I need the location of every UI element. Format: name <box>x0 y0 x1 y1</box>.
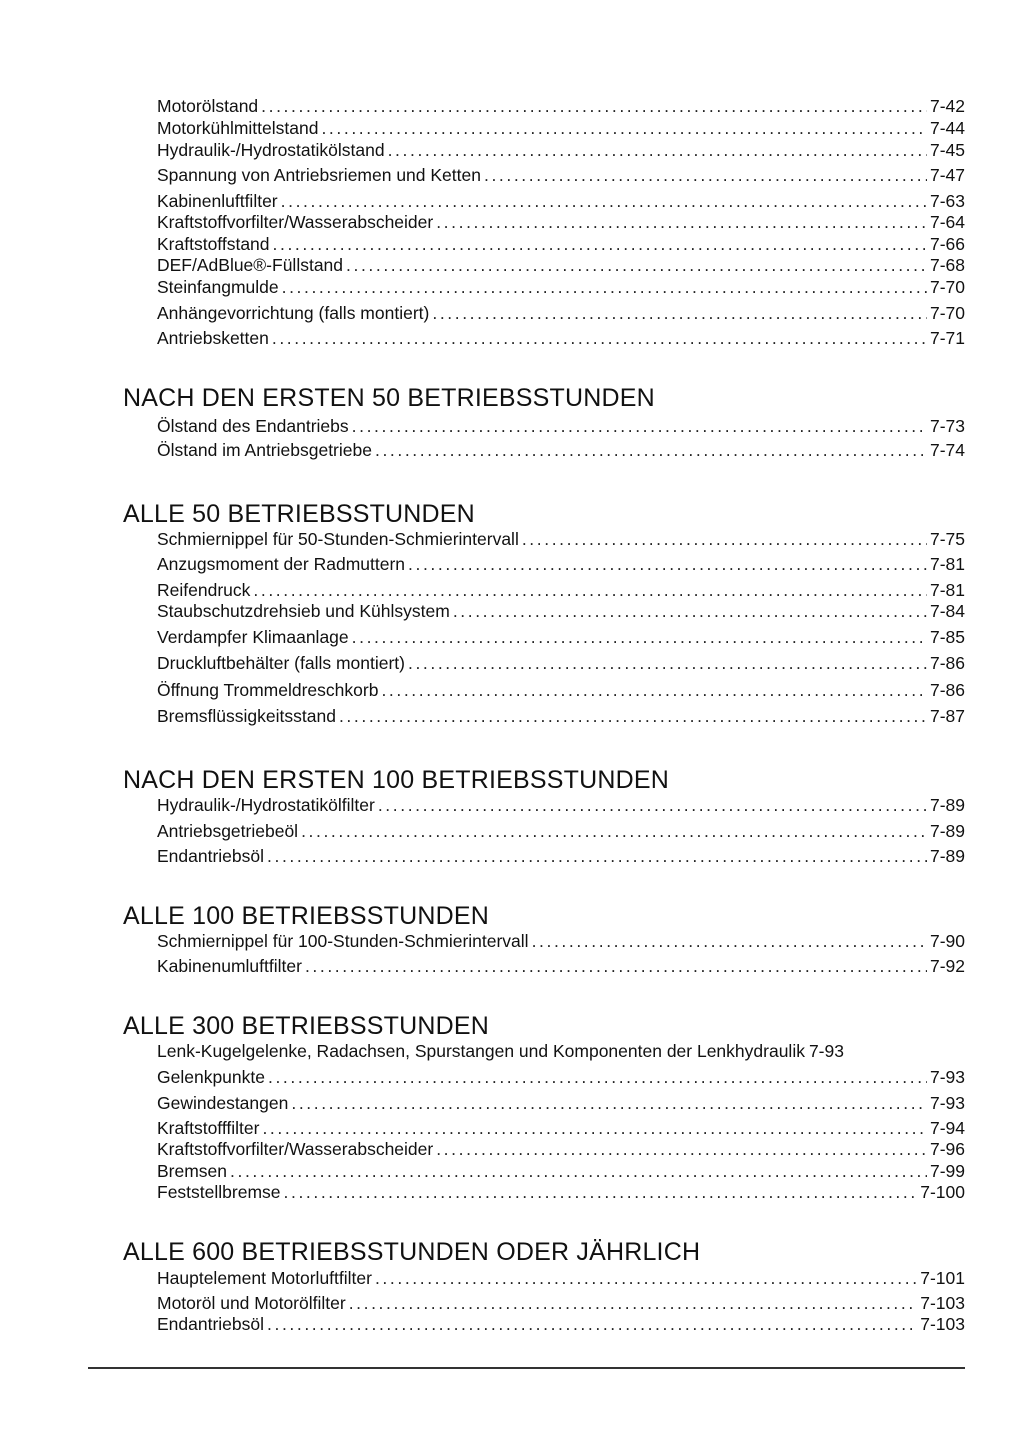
toc-entry-page: 7-87 <box>929 706 965 726</box>
toc-entry-label: Gewindestangen <box>157 1093 289 1113</box>
dot-leader <box>284 1181 918 1203</box>
toc-entry-label: Feststellbremse <box>157 1182 281 1202</box>
dot-leader <box>522 528 927 550</box>
dot-leader <box>408 652 927 674</box>
toc-entry-label: Staubschutzdrehsieb und Kühlsystem <box>157 601 450 621</box>
toc-entry[interactable] <box>157 415 965 437</box>
toc-entry-page: 7-66 <box>929 234 965 254</box>
dot-leader <box>301 820 927 842</box>
dot-leader <box>532 930 927 952</box>
dot-leader <box>432 302 927 324</box>
toc-entry-page: 7-75 <box>929 529 965 549</box>
dot-leader <box>230 1160 927 1182</box>
toc-entry[interactable] <box>157 1066 965 1088</box>
toc-entry-page: 7-99 <box>929 1161 965 1181</box>
toc-entry-label: Hydraulik-/Hydrostatikölfilter <box>157 795 375 815</box>
toc-entry[interactable] <box>157 652 965 674</box>
toc-entry-page: 7-89 <box>929 821 965 841</box>
toc-entry-kraftstoffstand[interactable] <box>157 233 965 255</box>
toc-entry-label: Lenk-Kugelgelenke, Radachsen, Spurstangen und Komponenten der Lenkhydraulik <box>157 1041 805 1061</box>
toc-entry-label: Anhängevorrichtung (falls montiert) <box>157 303 430 323</box>
toc-entry-label: Hauptelement Motorluftfilter <box>157 1268 372 1288</box>
section-heading: ALLE 100 BETRIEBSSTUNDEN <box>123 902 490 930</box>
toc-entry-page: 7-92 <box>929 956 965 976</box>
toc-entry-label: Antriebsketten <box>157 328 269 348</box>
toc-entry-hydraulikoelstand[interactable] <box>157 139 965 161</box>
dot-leader <box>484 164 927 186</box>
dot-leader <box>381 679 927 701</box>
footer-divider <box>88 1367 965 1369</box>
toc-entry-page: 7-86 <box>929 653 965 673</box>
toc-entry[interactable] <box>157 579 965 601</box>
dot-leader <box>352 626 927 648</box>
toc-entry-page: 7-93 <box>808 1041 844 1061</box>
dot-leader <box>453 600 927 622</box>
dot-leader <box>262 1117 927 1139</box>
toc-entry-label: Bremsflüssigkeitsstand <box>157 706 336 726</box>
dot-leader <box>268 1066 927 1088</box>
toc-entry-label: Bremsen <box>157 1161 228 1181</box>
dot-leader <box>267 1313 917 1335</box>
toc-entry[interactable] <box>157 439 965 461</box>
toc-entry[interactable] <box>157 1181 965 1203</box>
toc-entry-page: 7-71 <box>929 328 965 348</box>
toc-entry-label: Kraftstoffvorfilter/Wasserabscheider <box>157 212 434 232</box>
toc-entry-page: 7-103 <box>920 1293 965 1313</box>
toc-entry-page: 7-47 <box>929 165 965 185</box>
dot-leader <box>267 845 927 867</box>
toc-entry-label: Kraftstoffvorfilter/Wasserabscheider <box>157 1139 434 1159</box>
toc-entry-antriebsriemen[interactable] <box>157 164 965 186</box>
toc-entry[interactable] <box>157 553 965 575</box>
toc-entry-label: Gelenkpunkte <box>157 1067 265 1087</box>
toc-entry[interactable] <box>157 1267 965 1289</box>
section-heading: ALLE 600 BETRIEBSSTUNDEN ODER JÄHRLICH <box>123 1238 701 1266</box>
toc-entry[interactable] <box>157 955 965 977</box>
toc-entry[interactable] <box>157 626 965 648</box>
toc-entry[interactable] <box>157 794 965 816</box>
toc-entry-page: 7-81 <box>929 554 965 574</box>
dot-leader <box>282 276 927 298</box>
toc-entry-label: Schmiernippel für 50-Stunden-Schmierintervall <box>157 529 519 549</box>
toc-entry[interactable] <box>157 1292 965 1314</box>
toc-entry[interactable] <box>157 1040 965 1062</box>
dot-leader <box>436 1138 927 1160</box>
toc-entry-page: 7-100 <box>920 1182 965 1202</box>
toc-entry[interactable] <box>157 1117 965 1139</box>
toc-entry-label: Spannung von Antriebsriemen und Ketten <box>157 165 481 185</box>
dot-leader <box>321 117 927 139</box>
toc-entry-page: 7-89 <box>929 795 965 815</box>
toc-entry-anhaengevorrichtung[interactable] <box>157 302 965 324</box>
section-heading: ALLE 300 BETRIEBSSTUNDEN <box>123 1012 490 1040</box>
toc-entry-kabinenluftfilter[interactable] <box>157 190 965 212</box>
dot-leader <box>261 95 927 117</box>
toc-entry-label: Druckluftbehälter (falls montiert) <box>157 653 405 673</box>
dot-leader <box>253 579 927 601</box>
toc-entry-label: Ölstand des Endantriebs <box>157 416 349 436</box>
toc-entry-page: 7-89 <box>929 846 965 866</box>
toc-entry[interactable] <box>157 1313 965 1335</box>
toc-entry-page: 7-68 <box>929 255 965 275</box>
toc-entry-page: 7-73 <box>929 416 965 436</box>
toc-entry-kraftstoffvorfilter[interactable] <box>157 211 965 233</box>
toc-entry-page: 7-63 <box>929 191 965 211</box>
toc-entry-motorkuehlmittelstand[interactable] <box>157 117 965 139</box>
toc-entry-page: 7-42 <box>929 96 965 116</box>
toc-entry-motoroelstand[interactable] <box>157 95 965 117</box>
toc-entry-label: Endantriebsöl <box>157 846 265 866</box>
dot-leader <box>339 705 927 727</box>
toc-entry-label: Kraftstoffstand <box>157 234 270 254</box>
toc-entry-label: Antriebsgetriebeöl <box>157 821 299 841</box>
toc-entry-page: 7-64 <box>929 212 965 232</box>
dot-leader <box>291 1092 927 1114</box>
toc-entry-label: Kraftstofffilter <box>157 1118 260 1138</box>
toc-entry[interactable] <box>157 820 965 842</box>
toc-entry[interactable] <box>157 1138 965 1160</box>
dot-leader <box>346 254 927 276</box>
toc-entry-page: 7-93 <box>929 1067 965 1087</box>
toc-entry[interactable] <box>157 679 965 701</box>
toc-entry[interactable] <box>157 600 965 622</box>
toc-entry-page: 7-84 <box>929 601 965 621</box>
toc-entry-page: 7-93 <box>929 1093 965 1113</box>
section-heading: NACH DEN ERSTEN 50 BETRIEBSSTUNDEN <box>123 384 655 412</box>
toc-entry-page: 7-74 <box>929 440 965 460</box>
dot-leader <box>436 211 927 233</box>
toc-entry-label: Kabinenluftfilter <box>157 191 278 211</box>
dot-leader <box>375 439 927 461</box>
toc-entry-page: 7-96 <box>929 1139 965 1159</box>
toc-entry-label: Motoröl und Motorölfilter <box>157 1293 346 1313</box>
toc-entry-page: 7-70 <box>929 277 965 297</box>
toc-entry[interactable] <box>157 930 965 952</box>
dot-leader <box>281 190 927 212</box>
dot-leader <box>352 415 927 437</box>
toc-entry-label: Schmiernippel für 100-Stunden-Schmierintervall <box>157 931 529 951</box>
toc-entry-label: Öffnung Trommeldreschkorb <box>157 680 379 700</box>
toc-entry-page: 7-94 <box>929 1118 965 1138</box>
dot-leader <box>388 139 927 161</box>
dot-leader <box>272 327 927 349</box>
toc-entry-page: 7-85 <box>929 627 965 647</box>
toc-entry-adblue[interactable] <box>157 254 965 276</box>
toc-entry-page: 7-70 <box>929 303 965 323</box>
dot-leader <box>305 955 927 977</box>
toc-entry-label: Anzugsmoment der Radmuttern <box>157 554 406 574</box>
toc-entry-page: 7-45 <box>929 140 965 160</box>
toc-entry-page: 7-81 <box>929 580 965 600</box>
toc-entry-label: DEF/AdBlue®-Füllstand <box>157 255 344 275</box>
toc-entry-page: 7-103 <box>920 1314 965 1334</box>
toc-entry-label: Steinfangmulde <box>157 277 279 297</box>
toc-entry[interactable] <box>157 705 965 727</box>
toc-entry-label: Hydraulik-/Hydrostatikölstand <box>157 140 385 160</box>
dot-leader <box>375 1267 917 1289</box>
section-heading: ALLE 50 BETRIEBSSTUNDEN <box>123 500 475 528</box>
section-heading: NACH DEN ERSTEN 100 BETRIEBSSTUNDEN <box>123 766 670 794</box>
toc-entry-label: Verdampfer Klimaanlage <box>157 627 349 647</box>
dot-leader <box>349 1292 918 1314</box>
toc-entry-page: 7-44 <box>929 118 965 138</box>
toc-entry[interactable] <box>157 1092 965 1114</box>
toc-entry-page: 7-101 <box>920 1268 965 1288</box>
dot-leader <box>273 233 927 255</box>
toc-entry-antriebsketten[interactable] <box>157 327 965 349</box>
toc-entry-page: 7-90 <box>929 931 965 951</box>
toc-entry[interactable] <box>157 528 965 550</box>
toc-entry-label: Reifendruck <box>157 580 251 600</box>
toc-entry-label: Kabinenumluftfilter <box>157 956 302 976</box>
toc-entry-label: Motorkühlmittelstand <box>157 118 319 138</box>
toc-entry-label: Endantriebsöl <box>157 1314 265 1334</box>
toc-entry-label: Motorölstand <box>157 96 259 116</box>
toc-entry-page: 7-86 <box>929 680 965 700</box>
toc-entry[interactable] <box>157 1160 965 1182</box>
toc-entry-steinfangmulde[interactable] <box>157 276 965 298</box>
toc-entry-label: Ölstand im Antriebsgetriebe <box>157 440 372 460</box>
dot-leader <box>408 553 927 575</box>
dot-leader <box>378 794 927 816</box>
toc-entry[interactable] <box>157 845 965 867</box>
